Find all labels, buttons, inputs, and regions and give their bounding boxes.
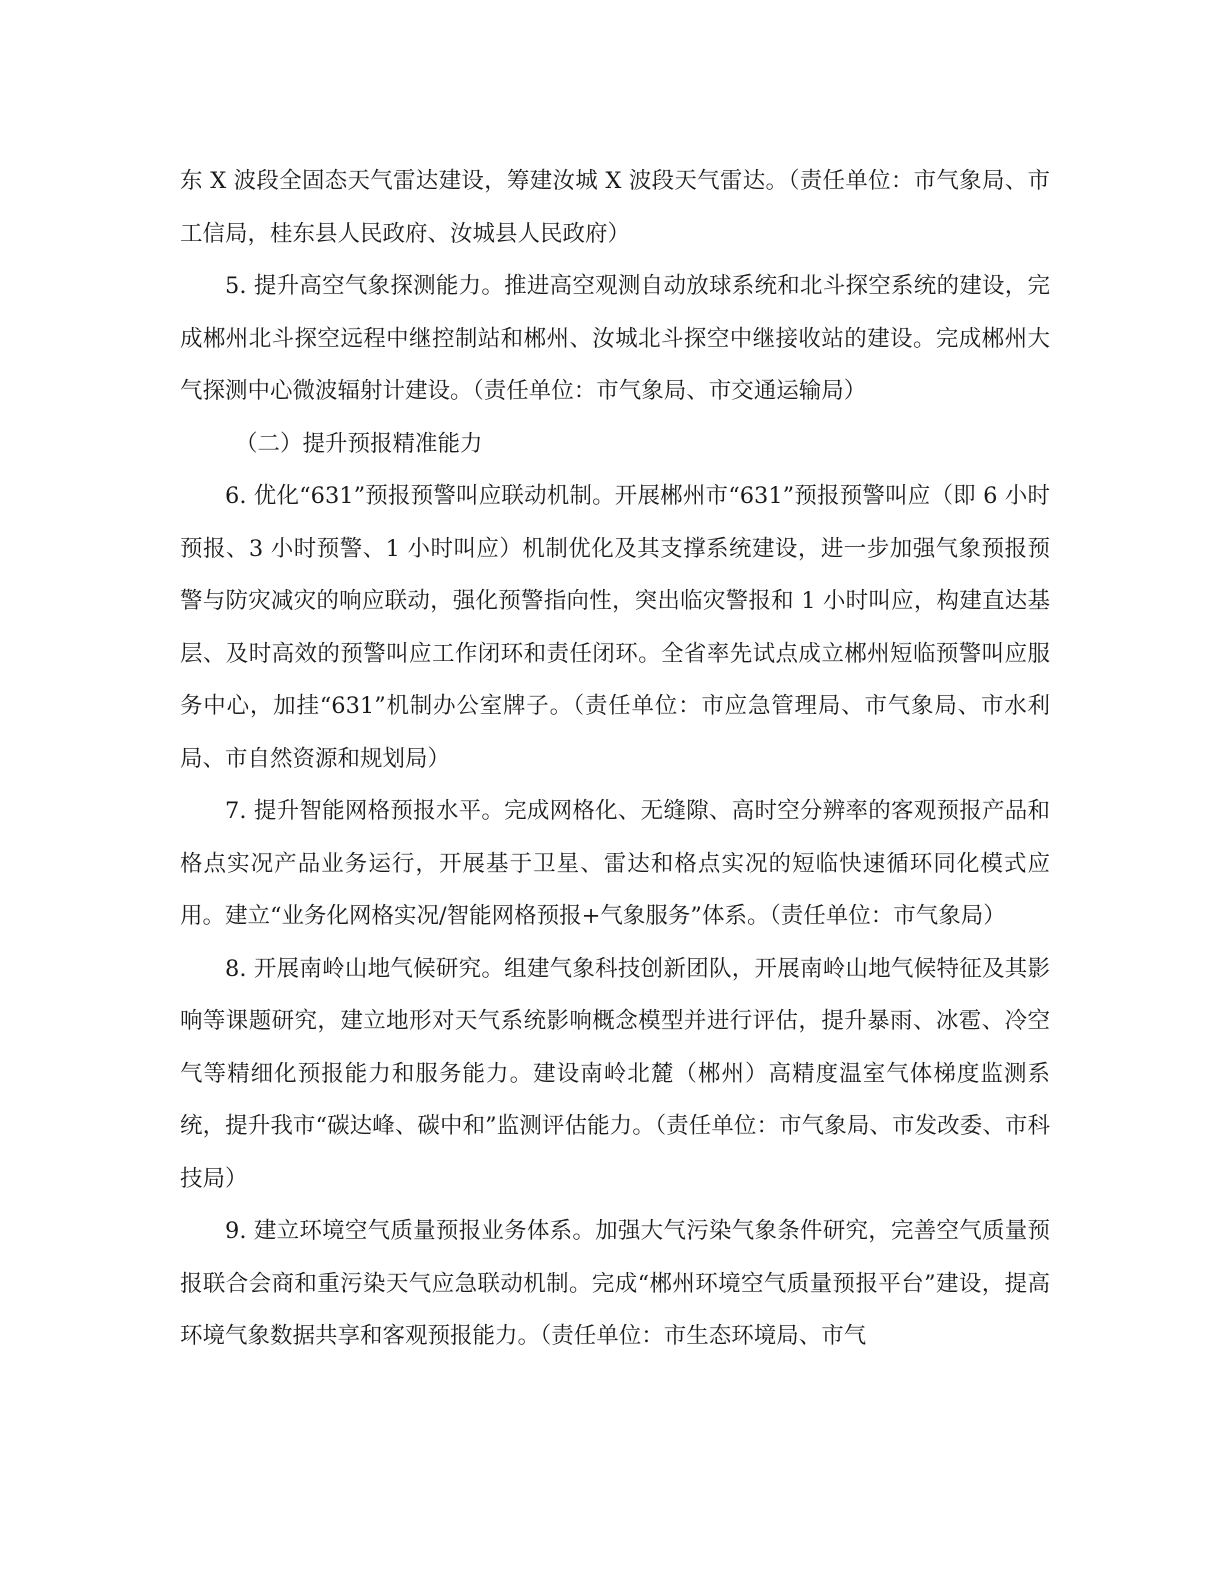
paragraph-item-6: 6. 优化“631”预报预警叫应联动机制。开展郴州市“631”预报预警叫应（即 6 小时预报、3 小时预警、1 小时叫应）机制优化及其支撑系统建设，进一步加强气象预报预警与防灾减灾的响应联动，强化预警指向性，突出临灾警报和 1 小时叫应，构建直达基层、及时高效的预警叫应工作闭环和责任闭环。全省率先试点成立郴州短临预警叫应服务中心，加挂“631”机制办公室牌子。（责任单位：市应急管理局、市气象局、市水利局、市自然资源和规划局） xyxy=(180,483,1050,772)
paragraph-item-8: 8. 开展南岭山地气候研究。组建气象科技创新团队，开展南岭山地气候特征及其影响等课题研究，建立地形对天气系统影响概念模型并进行评估，提升暴雨、冰雹、冷空气等精细化预报能力和服务能力。建设南岭北麓（郴州）高精度温室气体梯度监测系统，提升我市“碳达峰、碳中和”监测评估能力。（责任单位：市气象局、市发改委、市科技局） xyxy=(180,955,1050,1192)
document-body xyxy=(180,155,1050,1363)
paragraph-continuation: 东 X 波段全固态天气雷达建设，筹建汝城 X 波段天气雷达。（责任单位：市气象局、市工信局，桂东县人民政府、汝城县人民政府） xyxy=(180,168,1050,247)
paragraph-item-7: 7. 提升智能网格预报水平。完成网格化、无缝隙、高时空分辨率的客观预报产品和格点实况产品业务运行，开展基于卫星、雷达和格点实况的短临快速循环同化模式应用。建立“业务化网格实况/智能网格预报+气象服务”体系。（责任单位：市气象局） xyxy=(180,798,1050,929)
paragraph-item-9: 9. 建立环境空气质量预报业务体系。加强大气污染气象条件研究，完善空气质量预报联合会商和重污染天气应急联动机制。完成“郴州环境空气质量预报平台”建设，提高环境气象数据共享和客观预报能力。（责任单位：市生态环境局、市气 xyxy=(180,1218,1050,1349)
section-heading: （二）提升预报精准能力 xyxy=(235,430,483,457)
paragraph-item-5: 5. 提升高空气象探测能力。推进高空观测自动放球系统和北斗探空系统的建设，完成郴州北斗探空远程中继控制站和郴州、汝城北斗探空中继接收站的建设。完成郴州大气探测中心微波辐射计建设。（责任单位：市气象局、市交通运输局） xyxy=(180,273,1050,404)
